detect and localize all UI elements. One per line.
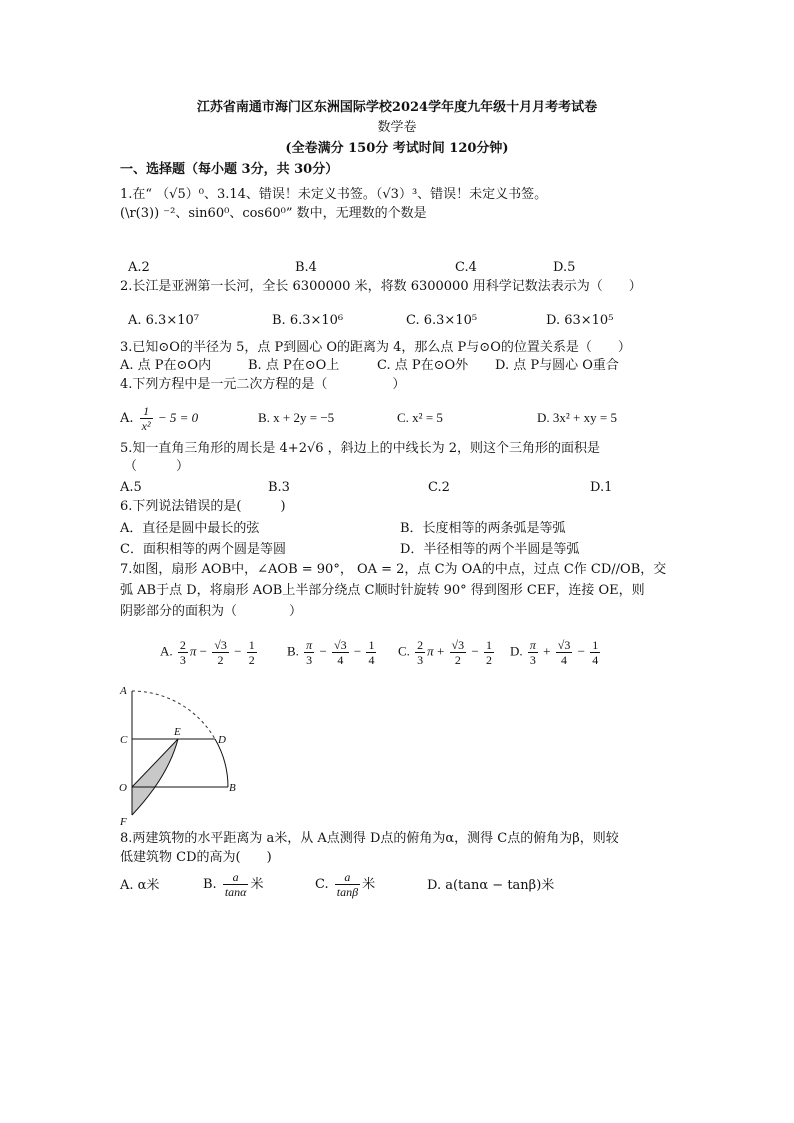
q7-option-d-label: D. xyxy=(510,643,523,659)
q1-option-b: B.4 xyxy=(295,260,317,275)
q8-option-d: D. a(tanα − tanβ)米 xyxy=(427,878,555,893)
q6-option-d: D．半径相等的两个半圆是等弧 xyxy=(400,542,580,557)
q5-option-b: B.3 xyxy=(268,480,290,495)
q3-option-c: C. 点 P在⊙O外 xyxy=(377,358,469,373)
q8-option-b xyxy=(203,870,263,899)
q8-line2: 低建筑物 CD的高为( ) xyxy=(120,850,272,865)
q6-option-c: C．面积相等的两个圆是等圆 xyxy=(120,542,286,557)
q7-line3: 阴影部分的面积为（ ） xyxy=(120,604,303,619)
q4-text: 4.下列方程中是一元二次方程的是（ ） xyxy=(120,377,406,392)
q4-option-a xyxy=(120,404,198,433)
q8-option-c-label: C. xyxy=(315,877,329,892)
q8-c-denominator: tanβ xyxy=(336,885,359,899)
exam-subject: 数学卷 xyxy=(377,120,417,135)
q4-option-c: C. x² = 5 xyxy=(397,410,443,425)
q7-line1: 7.如图，扇形 AOB中，∠AOB = 90°， OA = 2，点 C为 OA的中点，过点 C作 CD//OB，交 xyxy=(120,562,667,577)
q7-option-c: C. $\frac{2}{3}$ π + $\frac{√3}{2}$ − $\frac{1}{2}$ xyxy=(398,638,492,667)
q7-line2: 弧 AB于点 D，将扇形 AOB上半部分绕点 C顺时针旋转 90° 得到图形 CEF，连接 OE，则 xyxy=(120,583,645,598)
label-f: F xyxy=(120,816,127,827)
label-c: C xyxy=(120,734,128,746)
label-d: D xyxy=(218,734,226,746)
q2-text: 2.长江是亚洲第一长河，全长 6300000 米，将数 6300000 用科学记数法表示为（ ） xyxy=(120,279,642,294)
q3-text: 3.已知⊙O的半径为 5，点 P到圆心 O的距离为 4，那么点 P与⊙O的位置关系是（ ） xyxy=(120,340,631,355)
q6-option-b: B．长度相等的两条弧是等弧 xyxy=(400,521,566,536)
q1-line2: (\r(3)) ⁻²、sin60⁰、cos60⁰” 数中，无理数的个数是 xyxy=(120,206,427,221)
q7-option-b-label: B. xyxy=(287,643,299,659)
q8-c-unit: 米 xyxy=(362,877,376,892)
q8-option-c xyxy=(315,870,375,899)
q4-option-d: D. 3x² + xy = 5 xyxy=(537,410,617,425)
q4-a-rest: − 5 = 0 xyxy=(154,410,199,425)
q2-option-c: C. 6.3×10⁵ xyxy=(406,313,478,328)
label-a: A xyxy=(120,685,127,697)
label-e: E xyxy=(174,726,181,738)
q1-line1: 1.在“ （√5）⁰、3.14、错误！未定义书签。（√3）³、错误！未定义书签。 xyxy=(120,187,548,202)
q7-option-a: A. $\frac{2}{3}$ π − $\frac{√3}{2}$ − $\frac{1}{2}$ xyxy=(160,638,255,667)
q6-text: 6.下列说法错误的是( ) xyxy=(120,499,286,514)
label-o: O xyxy=(119,782,127,794)
q4-a-numerator: 1 xyxy=(140,404,153,419)
q7-option-b: B. $\frac{\pi}{3}$ − $\frac{√3}{4}$ − $\frac{1}{4}$ xyxy=(287,638,375,667)
q4-option-a-label: A. xyxy=(120,411,134,426)
q8-b-numerator: a xyxy=(223,870,249,885)
q8-c-numerator: a xyxy=(335,870,360,885)
q4-option-a-fraction xyxy=(140,404,153,433)
q5-option-a: A.5 xyxy=(120,480,142,495)
q5-line2: （ ） xyxy=(124,459,190,474)
q2-option-d: D. 63×10⁵ xyxy=(546,313,614,328)
q8-line1: 8.两建筑物的水平距离为 a米，从 A点测得 D点的俯角为α，测得 C点的俯角为β，则较 xyxy=(120,831,619,846)
q2-option-b: B. 6.3×10⁶ xyxy=(272,313,344,328)
q3-option-b: B. 点 P在⊙O上 xyxy=(248,358,340,373)
shaded-region xyxy=(132,739,178,815)
section-title: 一、选择题（每小题 3分，共 30分） xyxy=(120,162,339,177)
q7-option-d: D. $\frac{\pi}{3}$ + $\frac{√3}{4}$ − $\frac{1}{4}$ xyxy=(510,638,599,667)
q8-option-b-label: B. xyxy=(203,877,217,892)
q8-option-a: A. α米 xyxy=(120,878,160,893)
q1-option-c: C.4 xyxy=(455,260,477,275)
q5-option-c: C.2 xyxy=(428,480,450,495)
q1-option-a: A.2 xyxy=(128,260,150,275)
q6-option-a: A．直径是圆中最长的弦 xyxy=(120,521,260,536)
exam-title: 江苏省南通市海门区东洲国际学校2024学年度九年级十月月考考试卷 xyxy=(196,100,598,115)
arc-db xyxy=(215,739,228,787)
q3-option-a: A. 点 P在⊙O内 xyxy=(120,358,212,373)
q2-option-a: A. 6.3×10⁷ xyxy=(128,313,199,328)
q4-a-denominator: x² xyxy=(141,419,151,433)
q8-b-denominator: tanα xyxy=(224,885,247,899)
q7-figure xyxy=(110,682,250,827)
exam-info: (全卷满分 150分 考试时间 120分钟) xyxy=(285,141,509,156)
q5-option-d: D.1 xyxy=(590,480,613,495)
q7-option-c-label: C. xyxy=(398,643,410,659)
q4-option-b: B. x + 2y = −5 xyxy=(258,410,335,425)
q5-line1: 5.知一直角三角形的周长是 4+2√6 ，斜边上的中线长为 2，则这个三角形的面积是 xyxy=(120,441,601,456)
label-b: B xyxy=(229,782,236,794)
q7-option-a-label: A. xyxy=(160,643,173,659)
q1-option-d: D.5 xyxy=(553,260,576,275)
q8-b-unit: 米 xyxy=(250,877,264,892)
q3-option-d: D. 点 P与圆心 O重合 xyxy=(495,358,619,373)
